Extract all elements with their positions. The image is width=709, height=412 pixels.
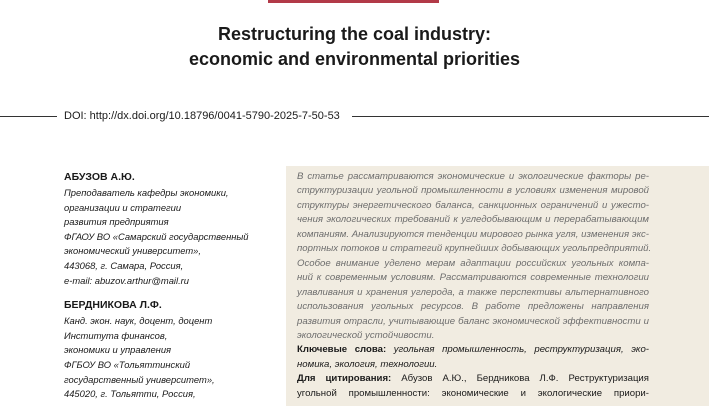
- authors-column: [64, 170, 279, 412]
- author-info-line: государственный университет»,: [64, 373, 215, 385]
- author-info-line: Преподаватель кафедры экономики,: [64, 187, 229, 198]
- citation-label: Для цитирования:: [297, 373, 392, 385]
- author-info-line: экономический университет»,: [64, 245, 201, 257]
- author-info-line: организации и стратегии: [64, 201, 182, 213]
- author-info-line: ФГАОУ ВО «Самарский государственный: [64, 230, 249, 242]
- author-2: [64, 298, 279, 402]
- title-line-2: economic and environmental priorities: [188, 49, 521, 69]
- author-info-line: Канд. экон. наук, доцент, доцент: [64, 315, 213, 327]
- citation-text: Абузов А.Ю., Бердникова Л.Ф. Реструктуризация: [391, 373, 649, 385]
- keywords-text: угольная промышленность, реструктуризация, эко-: [386, 344, 649, 356]
- abstract-line: ний к современным условиям. Рассматриваются современные технологии: [297, 272, 649, 284]
- doi-row: [0, 108, 709, 124]
- author-name: БЕРДНИКОВА Л.Ф.: [64, 299, 162, 312]
- author-name: АБУЗОВ А.Ю.: [64, 171, 135, 183]
- title-line-1: Restructuring the coal industry:: [217, 24, 492, 44]
- author-affiliation: [64, 314, 279, 402]
- author-info-line: экономики и управления: [64, 344, 172, 356]
- abstract-line: развития отрасли, учитывающие баланс экономической эффективности и: [297, 315, 649, 327]
- author-affiliation: [64, 186, 279, 288]
- abstract-line: компаниям. Анализируются тенденции мирового рынка угля, изменения экс-: [297, 228, 649, 240]
- abstract-line: чения экологических требований к угледобывающим и перерабатывающим: [297, 214, 649, 226]
- doi-link[interactable]: DOI: http://dx.doi.org/10.18796/0041-5790-2025-7-50-53: [64, 110, 340, 122]
- keywords-label: Ключевые слова:: [297, 344, 387, 356]
- author-info-line: 443068, г. Самара, Россия,: [64, 259, 184, 271]
- abstract-line: В статье рассматриваются экономические и экологические факторы ре-: [297, 171, 649, 182]
- doi-rule-left: [0, 116, 57, 117]
- keywords: [297, 343, 649, 357]
- author-info-line: ФГБОУ ВО «Тольяттинский: [64, 358, 191, 370]
- abstract-line: Особое внимание уделено мерам адаптации российских угольных компа-: [297, 257, 649, 269]
- author-info-line: 445020, г. Тольятти, Россия,: [64, 388, 196, 400]
- abstract-line: использования угольных ресурсов. В работе предложены направления: [297, 301, 649, 313]
- citation-continued: угольной промышленности: экономические и экологические приори-: [297, 387, 649, 399]
- citation: [297, 372, 649, 386]
- abstract: [297, 170, 652, 401]
- author-info-line: развития предприятия: [64, 216, 169, 228]
- abstract-line: экологической устойчивости.: [297, 329, 435, 341]
- abstract-line: улавливания и хранения углерода, а также перспективы альтернативного: [297, 286, 649, 298]
- author-info-line: Института финансов,: [64, 329, 168, 341]
- keywords-continued: номика, экология, технологии.: [297, 358, 438, 370]
- doi-rule-right: [352, 116, 709, 117]
- article-title: [0, 22, 709, 72]
- top-accent-bar: [268, 0, 439, 3]
- abstract-line: портных потоков и стратегий крупнейших добывающих угольпредприятий.: [297, 243, 652, 255]
- author-email[interactable]: e-mail: abuzov.arthur@mail.ru: [64, 274, 190, 286]
- author-1: [64, 170, 279, 288]
- abstract-line: структуры энергетического баланса, санкционных ограничений и ужесто-: [297, 199, 649, 211]
- abstract-line: структуризации угольной промышленности в условиях изменения мировой: [297, 185, 649, 197]
